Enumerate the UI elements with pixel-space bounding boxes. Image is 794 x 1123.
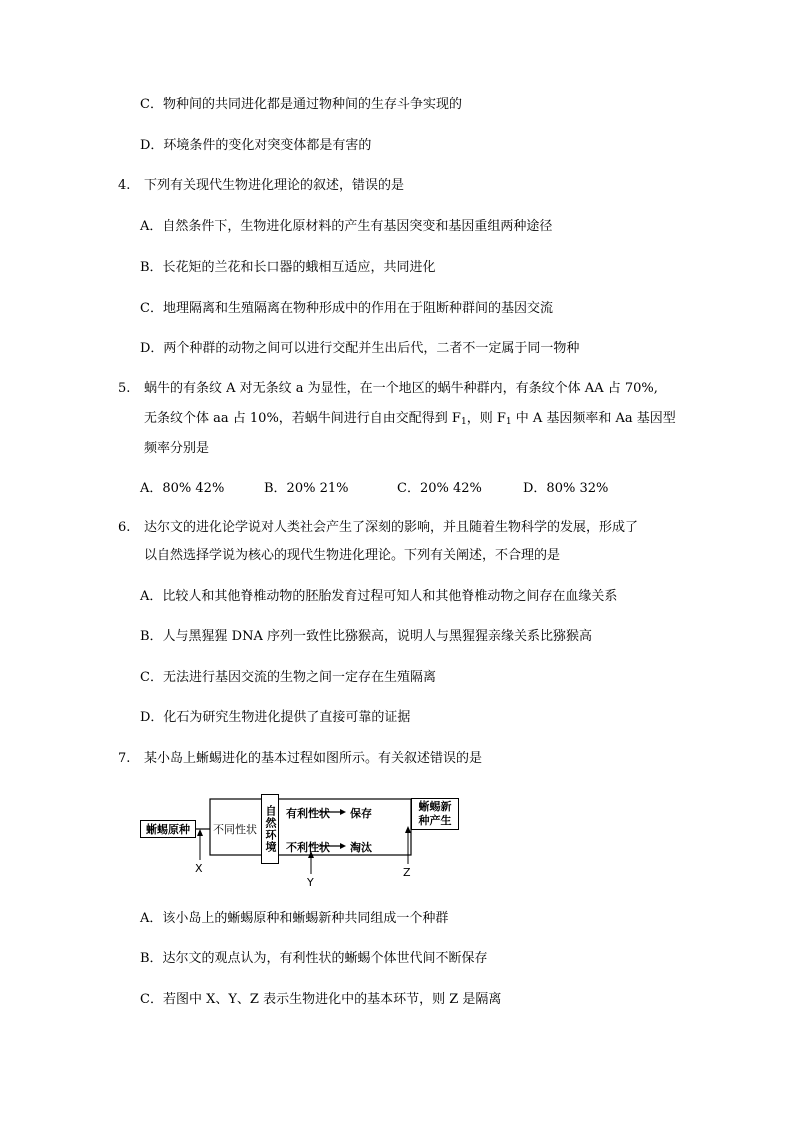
q7-option-b: B．达尔文的观点认为，有利性状的蜥蜴个体世代间不断保存	[140, 951, 488, 966]
q6-line-1: 达尔文的进化论学说对人类社会产生了深刻的影响，并且随着生物科学的发展，形成了	[144, 520, 639, 535]
good-trait-label: 有利性状	[286, 807, 330, 820]
q5-line-2-text-a: 无条纹个体 aa 占 10%，若蜗牛间进行自由交配得到 F	[144, 411, 461, 426]
origin-species-box: 蜥蜴原种	[140, 820, 196, 838]
q5-line-2-text-b: ，则 F	[466, 411, 506, 426]
q5-subscript-1: 1	[460, 417, 467, 427]
q6-option-c: C．无法进行基因交流的生物之间一定存在生殖隔离	[140, 670, 436, 685]
preserve-label: 保存	[350, 807, 372, 820]
q5-choice-a: A．80% 42%	[140, 481, 225, 496]
q7-stem: 某小岛上蜥蜴进化的基本过程如图所示。有关叙述错误的是	[144, 751, 483, 766]
new-species-box	[411, 798, 459, 830]
y-label: Y	[307, 876, 314, 889]
q6-option-b: B．人与黑猩猩 DNA 序列一致性比猕猴高，说明人与黑猩猩亲缘关系比猕猴高	[140, 629, 593, 644]
x-label: X	[195, 862, 203, 875]
q5-choice-d: D．80% 32%	[523, 481, 609, 496]
q6-number: 6.	[118, 520, 131, 535]
q4-number: 4.	[118, 178, 131, 193]
q7-option-c: C．若图中 X、Y、Z 表示生物进化中的基本环节，则 Z 是隔离	[140, 992, 502, 1007]
z-label: Z	[403, 866, 411, 879]
bad-trait-label: 不利性状	[286, 841, 330, 854]
q4-option-d: D．两个种群的动物之间可以进行交配并生出后代，二者不一定属于同一物种	[140, 341, 580, 356]
eliminate-label: 淘汰	[350, 841, 372, 854]
q7-option-a: A．该小岛上的蜥蜴原种和蜥蜴新种共同组成一个种群	[140, 911, 449, 926]
q4-stem: 下列有关现代生物进化理论的叙述，错误的是	[144, 178, 405, 193]
q4-option-c: C．地理隔离和生殖隔离在物种形成中的作用在于阻断种群间的基因交流	[140, 301, 553, 316]
q4-option-b: B．长花矩的兰花和长口器的蛾相互适应，共同进化	[140, 260, 436, 275]
q6-line-2: 以自然选择学说为核心的现代生物进化理论。下列有关阐述，不合理的是	[144, 548, 561, 563]
q3-option-d: D．环境条件的变化对突变体都是有害的	[140, 138, 372, 153]
natural-environment-box: 自然环境	[261, 794, 279, 864]
q3-option-c: C．物种间的共同进化都是通过物种间的生存斗争实现的	[140, 97, 462, 112]
q6-option-a: A．比较人和其他脊椎动物的胚胎发育过程可知人和其他脊椎动物之间存在血缘关系	[140, 589, 618, 604]
q5-choice-c: C．20% 42%	[397, 481, 482, 496]
q5-line-1: 蜗牛的有条纹 A 对无条纹 a 为显性，在一个地区的蜗牛种群内，有条纹个体 AA 占 70%,	[144, 381, 658, 396]
q5-number: 5.	[118, 381, 131, 396]
q4-option-a: A．自然条件下，生物进化原材料的产生有基因突变和基因重组两种途径	[140, 219, 553, 234]
new-species-line-2: 种产生	[418, 814, 452, 827]
q7-number: 7.	[118, 751, 131, 766]
q5-line-2-text-c: 中 A 基因频率和 Aa 基因型	[511, 411, 676, 426]
q5-choices	[140, 479, 608, 499]
different-traits-label: 不同性状	[213, 823, 257, 836]
q6-option-d: D．化石为研究生物进化提供了直接可靠的证据	[140, 710, 411, 725]
evolution-diagram	[140, 792, 480, 892]
new-species-line-1: 蜥蜴新	[418, 800, 452, 813]
q5-subscript-2: 1	[505, 417, 512, 427]
q5-line-3: 频率分别是	[144, 441, 210, 456]
q5-line-2	[144, 409, 676, 432]
q5-choice-b: B．20% 21%	[264, 481, 349, 496]
